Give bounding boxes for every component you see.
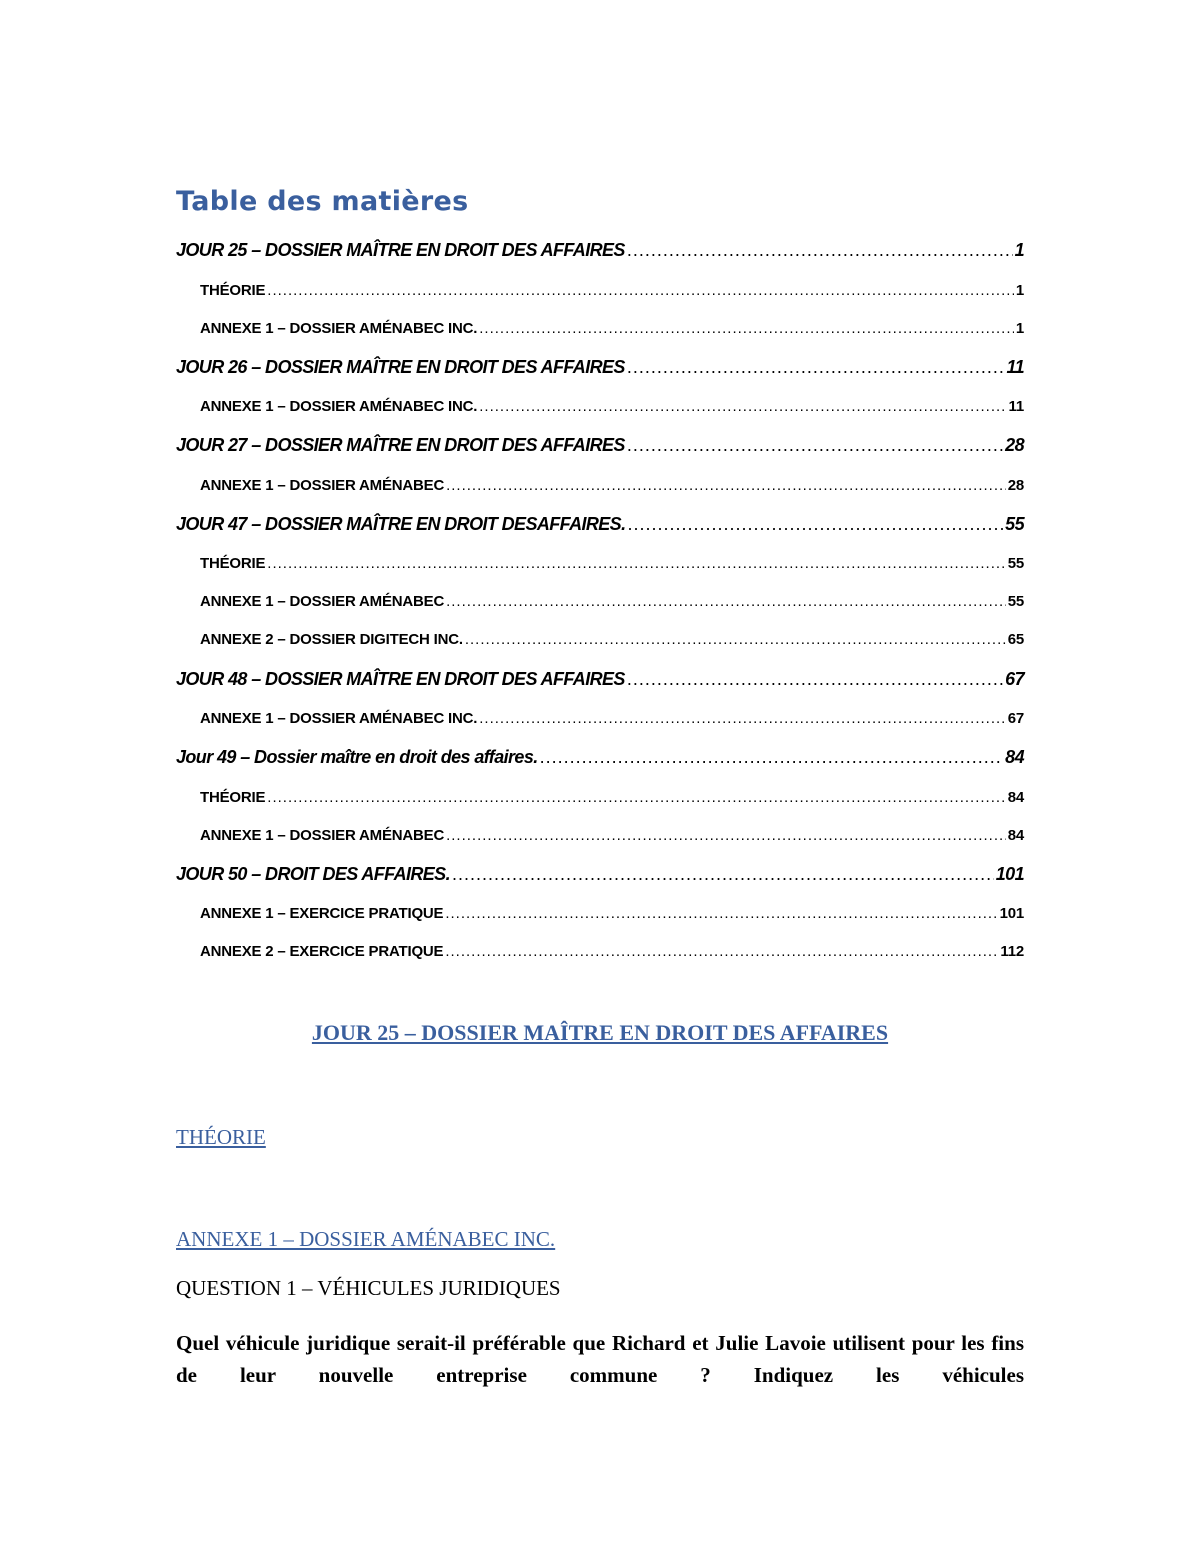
toc-page-number: 11 (1008, 398, 1024, 415)
toc-entry-jour-49[interactable] (176, 747, 1024, 768)
toc-leader-dots (479, 320, 1014, 337)
toc-leader-dots (267, 789, 1005, 806)
toc-page-number: 1 (1015, 282, 1024, 299)
toc-entry-annexe-1[interactable] (200, 905, 1024, 922)
toc-entry-theorie[interactable] (200, 789, 1024, 806)
toc-page-number: 84 (1007, 827, 1024, 844)
toc-entry-label: JOUR 47 – DOSSIER MAÎTRE EN DROIT DESAFFAIRES. (176, 514, 626, 534)
toc-page-number: 84 (1007, 789, 1024, 806)
toc-leader-dots (627, 357, 1005, 378)
section-heading[interactable]: JOUR 25 – DOSSIER MAÎTRE EN DROIT DES AFFAIRES (311, 1020, 889, 1045)
question-number: QUESTION 1 (176, 1276, 297, 1300)
toc-page-number: 65 (1007, 631, 1024, 648)
toc-page-number: 28 (1005, 435, 1024, 455)
toc-entry-annexe-1[interactable] (200, 710, 1024, 727)
toc-entry-label: ANNEXE 1 – DOSSIER AMÉNABEC (200, 477, 445, 494)
toc-page-number: 55 (1005, 514, 1024, 534)
question-paragraph: Quel véhicule juridique serait-il préférable que Richard et Julie Lavoie utilisent pour les fins de leur nouvelle entreprise commune ? Indiquez les véhicules (176, 1331, 1024, 1387)
toc-page-number: 67 (1007, 710, 1024, 727)
toc-leader-dots (627, 514, 1003, 535)
toc-entry-label: ANNEXE 1 – EXERCICE PRATIQUE (200, 905, 444, 922)
toc-entry-annexe-1[interactable] (200, 398, 1024, 415)
toc-leader-dots (267, 282, 1014, 299)
toc-leader-dots (627, 435, 1003, 456)
toc-entry-label: JOUR 27 – DOSSIER MAÎTRE EN DROIT DES AFFAIRES (176, 435, 625, 455)
toc-entry-label: THÉORIE (200, 282, 266, 299)
toc-entry-jour-50[interactable] (176, 864, 1024, 885)
toc-leader-dots (452, 864, 994, 885)
toc-entry-jour-48[interactable] (176, 669, 1024, 690)
toc-page-number: 55 (1007, 593, 1024, 610)
toc-leader-dots (627, 240, 1013, 261)
toc-entry-annexe-1[interactable] (200, 827, 1024, 844)
toc-leader-dots (479, 398, 1006, 415)
toc-title: Table des matières (176, 186, 469, 217)
toc-page-number: 55 (1007, 555, 1024, 572)
toc-entry-annexe-1[interactable] (200, 320, 1024, 337)
toc-leader-dots (479, 710, 1005, 727)
question-title: – VÉHICULES JURIDIQUES (296, 1276, 561, 1300)
toc-page-number: 101 (999, 905, 1024, 922)
toc-page-number: 101 (995, 864, 1024, 884)
toc-page-number: 11 (1006, 357, 1024, 377)
toc-entry-label: ANNEXE 2 – DOSSIER DIGITECH INC. (200, 631, 463, 648)
toc-entry-label: JOUR 26 – DOSSIER MAÎTRE EN DROIT DES AFFAIRES (176, 357, 625, 377)
toc-page-number: 112 (1000, 943, 1024, 960)
toc-entry-label: ANNEXE 1 – DOSSIER AMÉNABEC INC. (200, 710, 478, 727)
toc-leader-dots (465, 631, 1006, 648)
toc-entry-annexe-2[interactable] (200, 943, 1024, 960)
subsection-heading-annexe[interactable]: ANNEXE 1 – DOSSIER AMÉNABEC INC. (176, 1227, 556, 1251)
toc-entry-label: ANNEXE 1 – DOSSIER AMÉNABEC (200, 827, 445, 844)
toc-entry-label: Jour 49 – Dossier maître en droit des affaires. (176, 747, 538, 767)
toc-page-number: 84 (1005, 747, 1024, 767)
toc-entry-label: JOUR 48 – DOSSIER MAÎTRE EN DROIT DES AFFAIRES (176, 669, 625, 689)
toc-leader-dots (446, 593, 1006, 610)
toc-leader-dots (446, 827, 1006, 844)
toc-leader-dots (540, 747, 1004, 768)
toc-entry-label: THÉORIE (200, 555, 266, 572)
toc-entry-label: JOUR 50 – DROIT DES AFFAIRES. (176, 864, 450, 884)
toc-entry-jour-25[interactable] (176, 240, 1024, 261)
toc-entry-label: ANNEXE 2 – EXERCICE PRATIQUE (200, 943, 444, 960)
toc-entry-label: JOUR 25 – DOSSIER MAÎTRE EN DROIT DES AFFAIRES (176, 240, 625, 260)
subsection-heading-theorie[interactable]: THÉORIE (176, 1125, 266, 1149)
toc-leader-dots (267, 555, 1005, 572)
toc-leader-dots (445, 905, 997, 922)
toc-entry-annexe-1[interactable] (200, 477, 1024, 494)
toc-leader-dots (627, 669, 1003, 690)
toc-entry-annexe-1[interactable] (200, 593, 1024, 610)
toc-entry-annexe-2[interactable] (200, 631, 1024, 648)
toc-page-number: 28 (1007, 477, 1024, 494)
toc-leader-dots (446, 477, 1006, 494)
toc-entry-label: THÉORIE (200, 789, 266, 806)
toc-entry-jour-26[interactable] (176, 357, 1024, 378)
toc-entry-label: ANNEXE 1 – DOSSIER AMÉNABEC INC. (200, 320, 478, 337)
toc-entry-theorie[interactable] (200, 555, 1024, 572)
toc-leader-dots (445, 943, 998, 960)
toc-entry-label: ANNEXE 1 – DOSSIER AMÉNABEC (200, 593, 445, 610)
toc-page-number: 1 (1015, 320, 1024, 337)
toc-entry-label: ANNEXE 1 – DOSSIER AMÉNABEC INC. (200, 398, 478, 415)
toc-entry-jour-47[interactable] (176, 514, 1024, 535)
toc-page-number: 67 (1005, 669, 1024, 689)
question-heading (176, 1276, 561, 1301)
toc-entry-jour-27[interactable] (176, 435, 1024, 456)
toc-entry-theorie[interactable] (200, 282, 1024, 299)
toc-page-number: 1 (1014, 240, 1024, 260)
